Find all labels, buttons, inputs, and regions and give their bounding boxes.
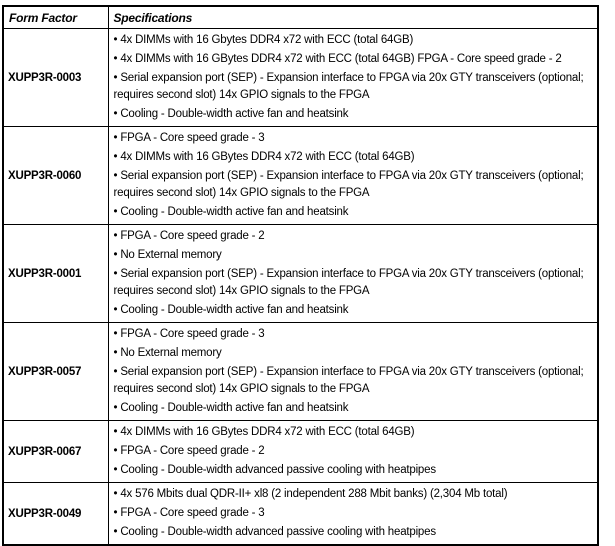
spec-item: • FPGA - Core speed grade - 3 [114,505,596,522]
table-row [3,421,598,483]
specs-cell [108,421,598,483]
spec-item: • 4x DIMMs with 16 Gbytes DDR4 x72 with ECC (total 64GB) [114,32,596,49]
specs-cell [108,29,598,127]
spec-item: • No External memory [114,247,596,264]
spec-item: • FPGA - Core speed grade - 2 [114,443,596,460]
spec-item: • Cooling - Double-width advanced passive cooling with heatpipes [114,462,596,479]
spec-item: • Cooling - Double-width active fan and heatsink [114,400,596,417]
table-row [3,29,598,127]
spec-item: • FPGA - Core speed grade - 3 [114,130,596,147]
spec-item: • 4x DIMMs with 16 GBytes DDR4 x72 with ECC (total 64GB) [114,424,596,441]
spec-item: • Cooling - Double-width active fan and heatsink [114,106,596,123]
header-row [3,6,598,29]
spec-item: • Cooling - Double-width active fan and heatsink [114,204,596,221]
form-factor-cell: XUPP3R-0049 [3,483,108,546]
spec-item: • Serial expansion port (SEP) - Expansion interface to FPGA via 20x GTY transceivers (optional; requires second slot) 14x GPIO signals to the FPGA [114,266,596,300]
spec-item: • 4x DIMMs with 16 GBytes DDR4 x72 with ECC (total 64GB) [114,149,596,166]
spec-item: • Cooling - Double-width advanced passive cooling with heatpipes [114,524,596,541]
specs-cell [108,483,598,546]
spec-item: • FPGA - Core speed grade - 3 [114,326,596,343]
spec-item: • FPGA - Core speed grade - 2 [114,228,596,245]
form-factor-cell: XUPP3R-0003 [3,29,108,127]
form-factor-cell: XUPP3R-0001 [3,225,108,323]
specs-cell [108,225,598,323]
spec-item: • Serial expansion port (SEP) - Expansion interface to FPGA via 20x GTY transceivers (optional; requires second slot) 14x GPIO signals to the FPGA [114,364,596,398]
form-factor-spec-table [2,5,599,546]
table-row [3,127,598,225]
header-specifications: Specifications [108,6,598,29]
table-row [3,323,598,421]
header-form-factor: Form Factor [3,6,108,29]
spec-item: • 4x DIMMs with 16 GBytes DDR4 x72 with ECC (total 64GB) FPGA - Core speed grade - 2 [114,51,596,68]
spec-item: • 4x 576 Mbits dual QDR-II+ xl8 (2 independent 288 Mbit banks) (2,304 Mb total) [114,486,596,503]
specs-cell [108,127,598,225]
form-factor-cell: XUPP3R-0067 [3,421,108,483]
spec-item: • Serial expansion port (SEP) - Expansion interface to FPGA via 20x GTY transceivers (optional; requires second slot) 14x GPIO signals to the FPGA [114,70,596,104]
table-row [3,225,598,323]
table-row [3,483,598,546]
spec-item: • Serial expansion port (SEP) - Expansion interface to FPGA via 20x GTY transceivers (optional; requires second slot) 14x GPIO signals to the FPGA [114,168,596,202]
spec-item: • No External memory [114,345,596,362]
specs-cell [108,323,598,421]
form-factor-cell: XUPP3R-0057 [3,323,108,421]
form-factor-cell: XUPP3R-0060 [3,127,108,225]
spec-item: • Cooling - Double-width active fan and heatsink [114,302,596,319]
